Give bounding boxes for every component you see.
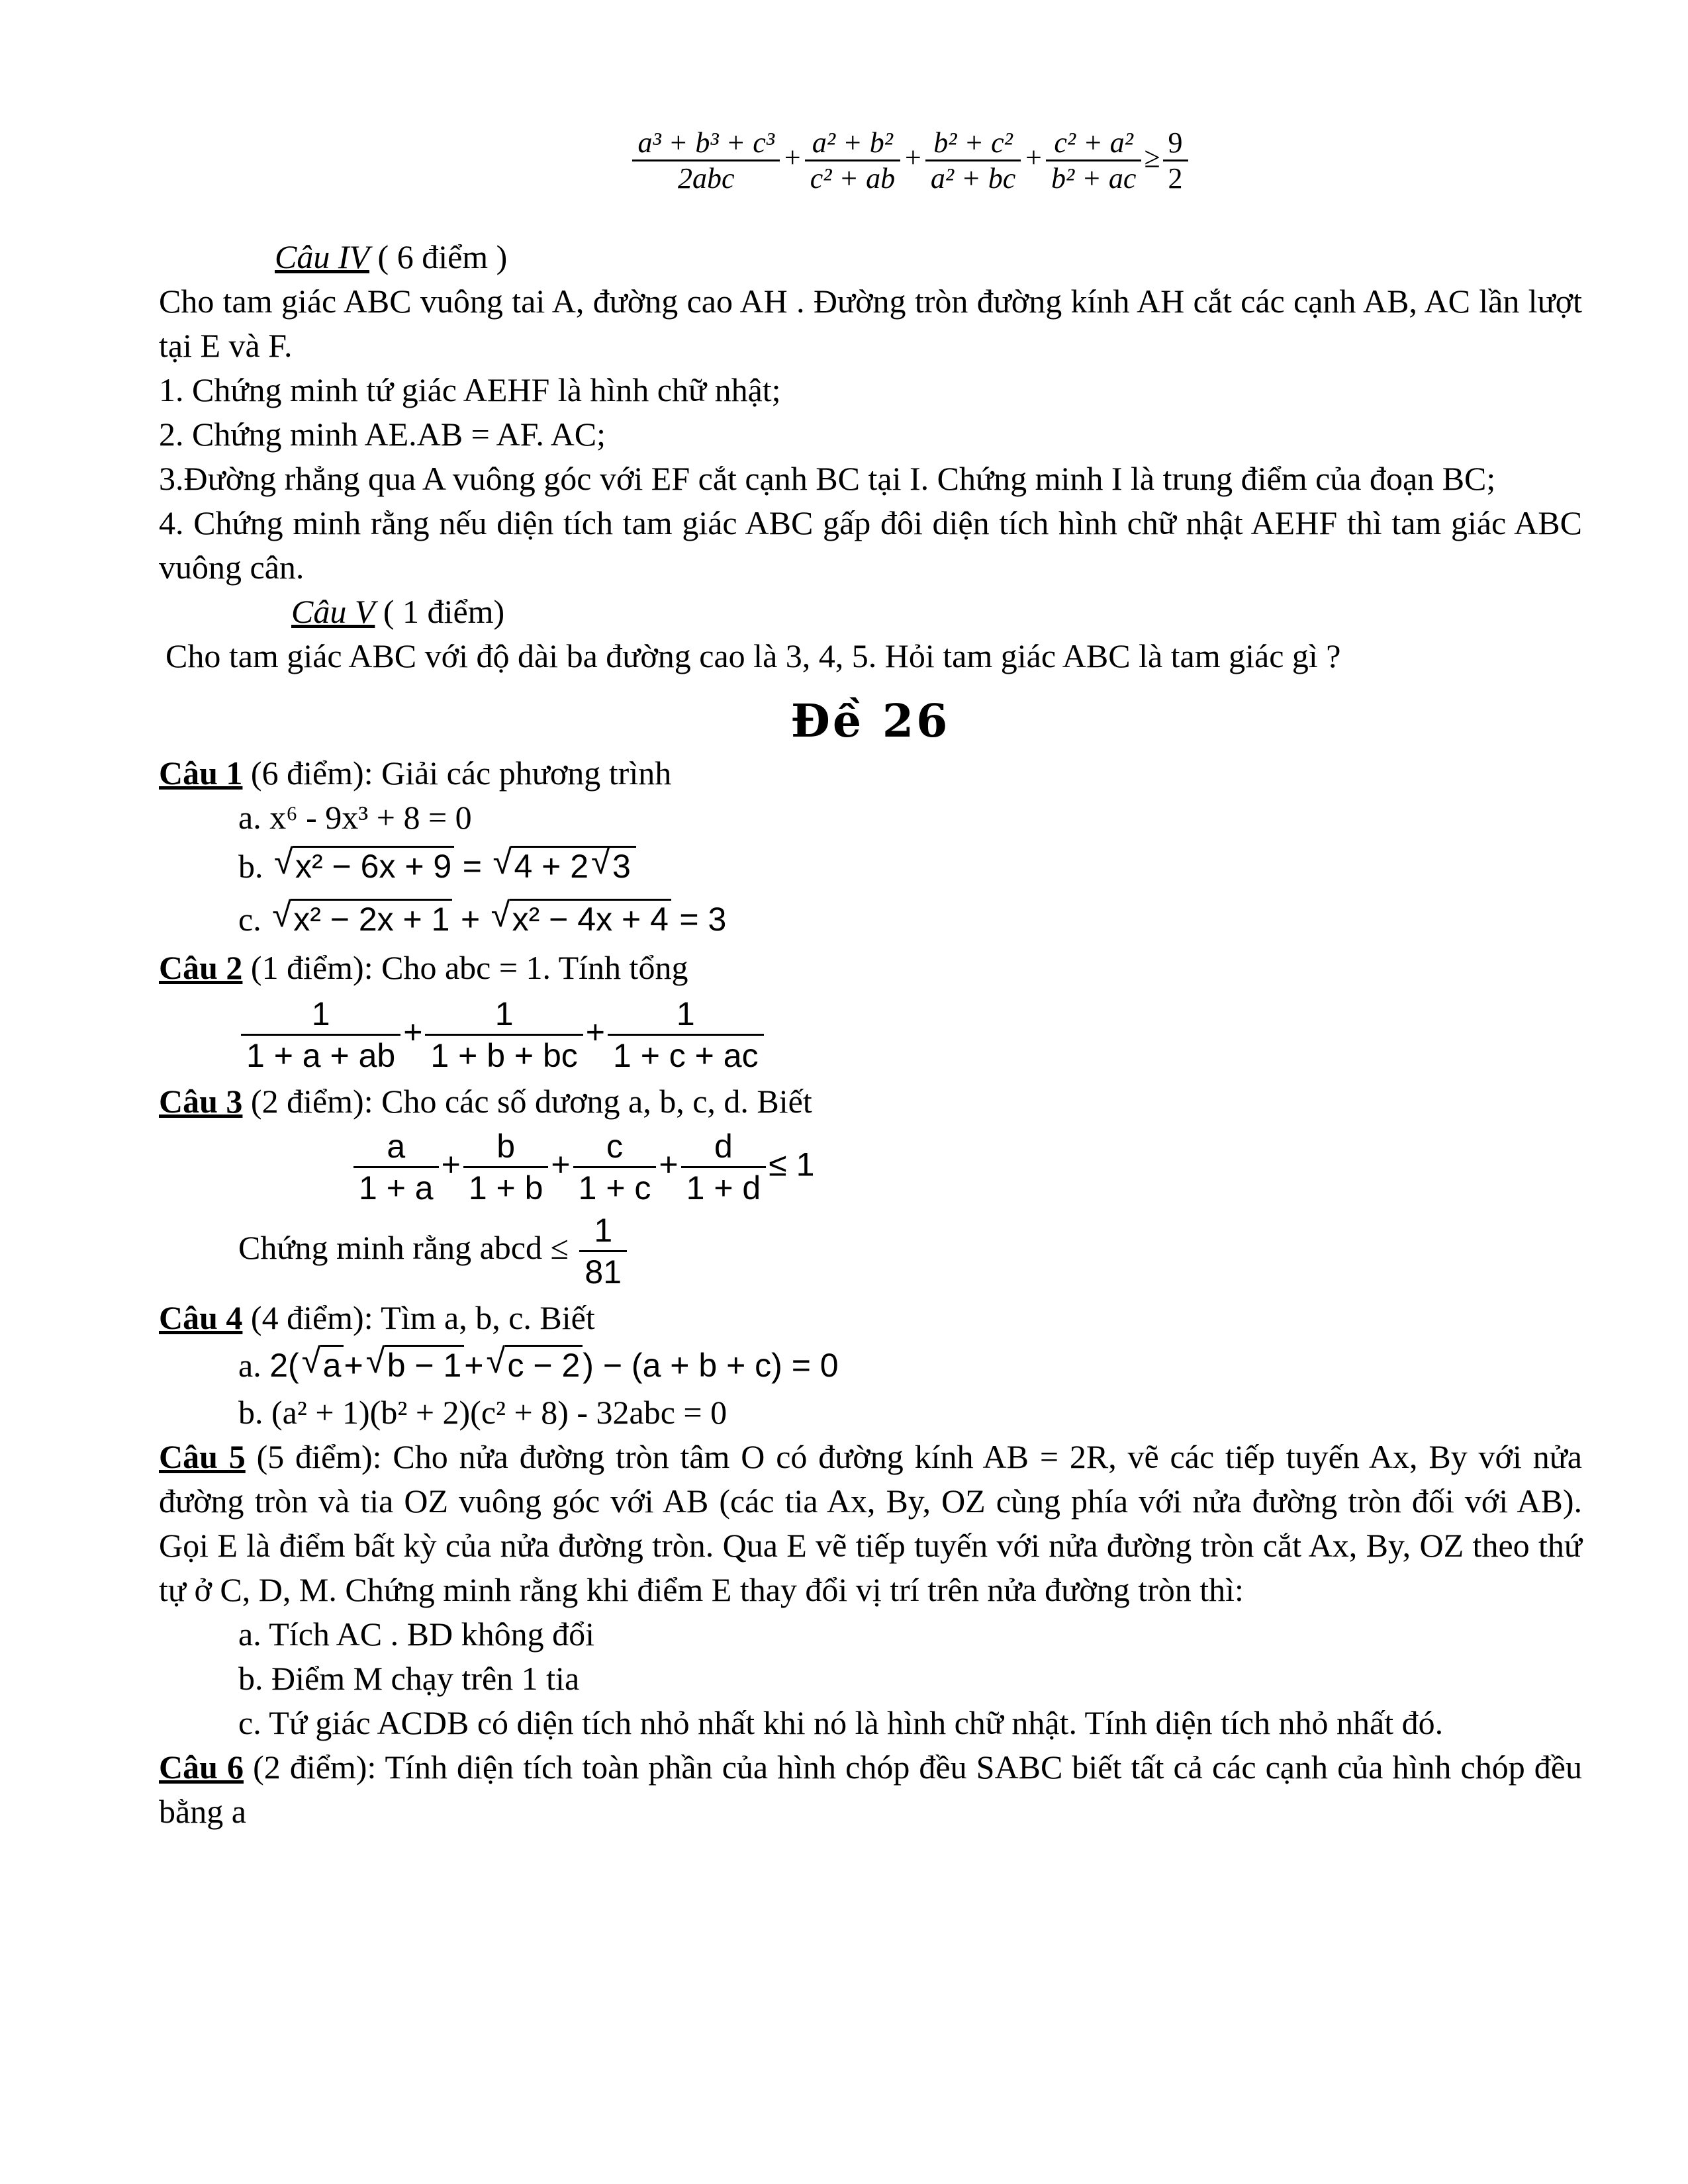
q2-frac-1: $\frac{1}{1 + a + ab}$ [241,994,400,1075]
q4-a: a. 2(√ a+√ b − 1+√ c − 2) − (a + b + c) = 0 [159,1340,1582,1390]
q4-b: b. (a² + 1)(b² + 2)(c² + 8) - 32abc = 0 [238,1394,727,1431]
q1-heading: Câu 1 (6 điểm): Giải các phương trình [159,754,672,792]
frac-term-4: $\frac{\text{c² + a²}}{\text{b² + ac}}$ [1046,126,1141,195]
document-page [159,126,1582,1834]
sqrt-c-right: √ x² − 4x + 4 [491,893,671,946]
frac-rhs: $\frac{9}{2}$ [1163,126,1188,195]
cau-v-heading: Câu V ( 1 điểm) [291,593,505,630]
q3-inequality: $\frac{a}{1 + a}$ + $\frac{b}{1 + b}$ + $\frac{c}{1 + c}$ + $\frac{d}{1 + d}$ ≤ 1 [159,1126,1582,1208]
cau-iv-item-4: 4. Chứng minh rằng nếu diện tích tam giác ABC gấp đôi diện tích hình chữ nhật AEHF thì tam giác ABC vuông cân. [159,504,1582,586]
frac-term-1: $\frac{\text{a³ + b³ + c³}}{\text{2abc}}$ [632,126,780,195]
cau-iv-item-3: 3.Đường rhẳng qua A vuông góc với EF cắt cạnh BC tại I. Chứng minh I là trung điểm của đoạn BC; [159,460,1496,497]
sqrt-b-right: √ 4 + 2√ 3 [492,840,635,893]
q3-frac-c: $\frac{c}{1 + c}$ [573,1126,657,1208]
q3-prove-frac: $\frac{1}{81}$ [579,1210,627,1292]
q1-c: c. √ x² − 2x + 1 + √ x² − 4x + 4 = 3 [159,893,1582,946]
sqrt-nested: √ 3 [591,840,633,893]
q4-heading: Câu 4 (4 điểm): Tìm a, b, c. Biết [159,1299,595,1336]
q3-prove: Chứng minh rằng abcd ≤ $\frac{1}{81}$ [159,1210,1582,1292]
frac-term-3: $\frac{\text{b² + c²}}{\text{a² + bc}}$ [925,126,1021,195]
q2-frac-2: $\frac{1}{1 + b + bc}$ [425,994,583,1075]
q4-sqrt-a: √ a [302,1340,344,1390]
frac-term-2: $\frac{\text{a² + b²}}{\text{c² + ab}}$ [805,126,900,195]
sqrt-b-left: √ x² − 6x + 9 [274,840,454,893]
q5-a: a. Tích AC . BD không đổi [238,1615,594,1653]
q2-sum: $\frac{1}{1 + a + ab}$ + $\frac{1}{1 + b + bc}$ + $\frac{1}{1 + c + ac}$ [159,994,1582,1075]
q5-b: b. Điểm M chạy trên 1 tia [238,1660,580,1697]
cau-iv-item-2: 2. Chứng minh AE.AB = AF. AC; [159,416,606,453]
cau-iv-item-1: 1. Chứng minh tứ giác AEHF là hình chữ nhật; [159,371,781,408]
q2-frac-3: $\frac{1}{1 + c + ac}$ [608,994,764,1075]
q5-body: Câu 5 (5 điểm): Cho nửa đường tròn tâm O có đường kính AB = 2R, vẽ các tiếp tuyến Ax, By với nửa đường tròn và tia OZ vuông góc với AB (các tia Ax, By, OZ cùng phía với nửa đường tròn đối với AB). Gọi E là điểm bất kỳ của nửa đường tròn. Qua E vẽ tiếp tuyến với nửa đường tròn cắt Ax, By, OZ theo thứ tự ở C, D, M. Chứng minh rằng khi điểm E thay đổi vị trí trên nửa đường tròn thì: [159,1438,1582,1608]
page-title: Đề 26 [790,695,951,748]
q6-body: Câu 6 (2 điểm): Tính diện tích toàn phần của hình chóp đều SABC biết tất cả các cạnh của hình chóp đều bằng a [159,1749,1582,1830]
q1-b: b. √ x² − 6x + 9 = √ 4 + 2√ 3 [159,840,1582,893]
cau-iv-intro: Cho tam giác ABC vuông tai A, đường cao AH . Đường tròn đường kính AH cắt các cạnh AB, AC lần lượt tại E và F. [159,283,1582,364]
q4-sqrt-c: √ c − 2 [487,1340,583,1390]
q5-c: c. Tứ giác ACDB có diện tích nhỏ nhất khi nó là hình chữ nhật. Tính diện tích nhỏ nhất đó. [238,1704,1444,1741]
cau-v-text: Cho tam giác ABC với độ dài ba đường cao là 3, 4, 5. Hỏi tam giác ABC là tam giác gì ? [165,637,1341,674]
sqrt-c-left: √ x² − 2x + 1 [272,893,452,946]
q3-heading: Câu 3 (2 điểm): Cho các số dương a, b, c, d. Biết [159,1083,812,1120]
q4-sqrt-b: √ b − 1 [366,1340,465,1390]
q3-frac-d: $\frac{d}{1 + d}$ [681,1126,767,1208]
q3-frac-a: $\frac{a}{1 + a}$ [353,1126,439,1208]
q2-heading: Câu 2 (1 điểm): Cho abc = 1. Tính tổng [159,949,688,986]
q3-frac-b: $\frac{b}{1 + b}$ [463,1126,549,1208]
top-inequality: $\frac{\text{a³ + b³ + c³}}{\text{2abc}}$ + $\frac{\text{a² + b²}}{\text{c² + ab}}$ + $\frac{\text{b² + c²}}{\text{a² + bc}}$ + $\frac{\text{c² + a²}}{\text{b² + ac}}$ ≥ $\frac{9}{2}$ [159,126,1582,195]
cau-iv-heading: Câu IV ( 6 điểm ) [275,238,508,275]
q1-a: a. x⁶ - 9x³ + 8 = 0 [238,799,472,836]
